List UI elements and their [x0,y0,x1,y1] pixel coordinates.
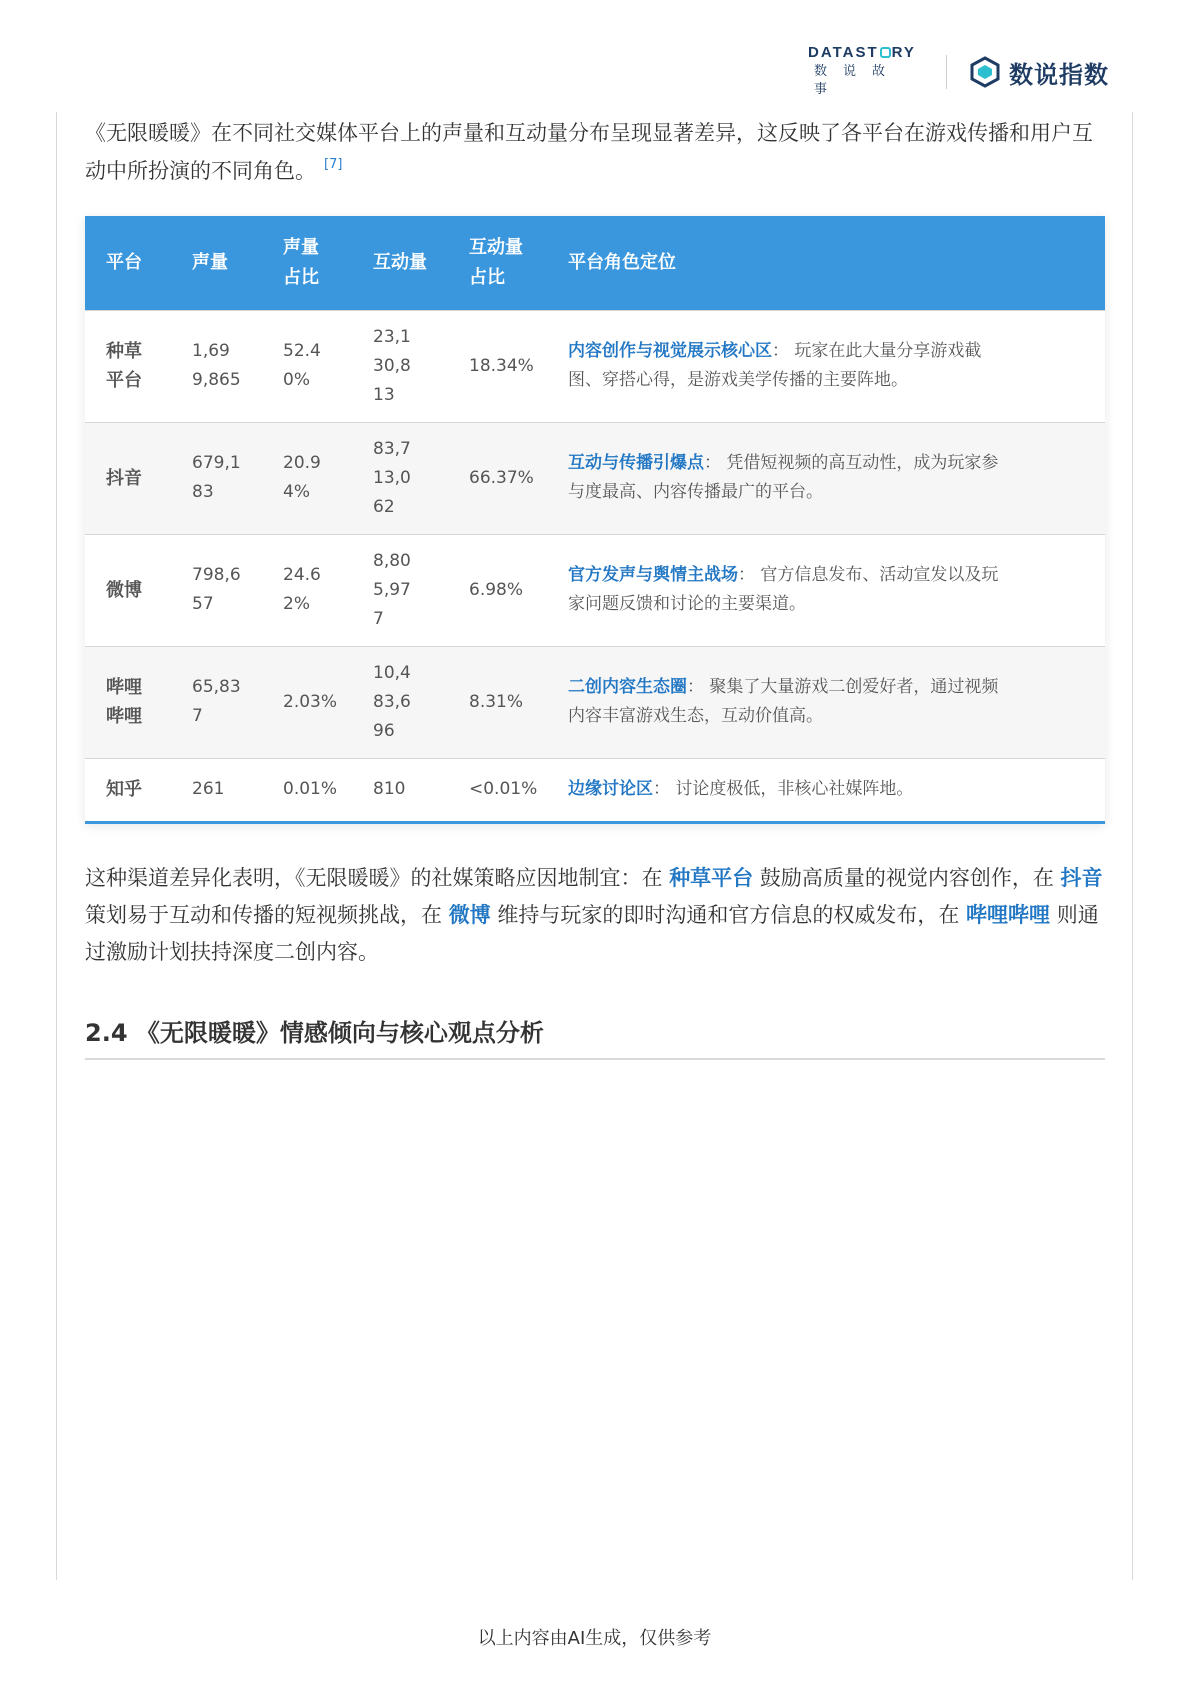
table-row [85,422,1105,534]
col-header-interaction-share: 互动量占比 [469,236,523,288]
shuoshuo-index-logo [969,55,1109,90]
col-header-platform: 平台 [106,251,142,273]
role-title: 官方发声与舆情主战场 [568,565,738,585]
keyword-bilibili: 哔哩哔哩 [966,902,1051,927]
volume-share-cell: 2.03% [283,691,338,712]
role-cell: 二创内容生态圈： 聚集了大量游戏二创爱好者，通过视频内容丰富游戏生态，互动价值高。 [568,677,999,726]
role-description: 讨论度极低，非核心社媒阵地。 [675,779,914,799]
role-description: 官方信息发布、活动宣发以及玩家问题反馈和讨论的主要渠道。 [568,565,999,614]
datastory-logo-wordmark: DATAST RY [808,44,916,61]
datastory-logo-subtitle: 数说故事 [814,64,902,97]
interaction-share-cell: 8.31% [469,691,524,712]
header [800,44,1109,97]
role-title: 边缘讨论区 [568,779,653,799]
volume-share-cell: 52.40% [283,341,321,390]
platform-cell: 种草平台 [106,341,142,391]
role-cell: 官方发声与舆情主战场： 官方信息发布、活动宣发以及玩家问题反馈和讨论的主要渠道。 [568,565,999,614]
volume-share-cell: 0.01% [283,779,338,799]
keyword-weibo: 微博 [448,902,491,927]
role-title: 互动与传播引爆点 [568,453,704,473]
platform-cell: 抖音 [106,467,142,489]
interaction-cell: 810 [373,779,406,799]
section-heading: 2.4 《无限暖暖》情感倾向与核心观点分析 [85,1013,1105,1060]
table-row [85,758,1105,822]
role-cell: 边缘讨论区： 讨论度极低，非核心社媒阵地。 [568,779,914,799]
intro-text: 《无限暖暖》在不同社交媒体平台上的声量和互动量分布呈现显著差异，这反映了各平台在游戏传播和用户互动中所扮演的不同角色。 [85,121,1093,183]
interaction-share-cell: <0.01% [469,779,538,799]
volume-cell: 261 [192,779,225,799]
volume-cell: 679,183 [192,453,241,502]
shuoshuo-index-name: 数说指数 [1009,60,1109,89]
hexagon-logo-icon [969,56,1001,88]
interaction-cell: 10,483,696 [373,662,411,741]
interaction-cell: 83,713,062 [373,438,411,517]
volume-cell: 65,837 [192,677,241,726]
role-title: 二创内容生态圈 [568,677,687,697]
platform-cell: 知乎 [106,779,142,800]
col-header-volume: 声量 [192,251,228,273]
interaction-cell: 8,805,977 [373,550,411,629]
col-header-role: 平台角色定位 [568,251,676,273]
volume-share-cell: 20.94% [283,453,321,502]
col-header-volume-share: 声量占比 [283,236,319,288]
keyword-zhongcao: 种草平台 [669,865,754,890]
analysis-paragraph: 这种渠道差异化表明，《无限暖暖》的社媒策略应因地制宜：在 种草平台 鼓励高质量的视觉内容创作，在 抖音 策划易于互动和传播的短视频挑战，在 微博 维持与玩家的即时沟通和官方信息的权威发布，在 哔哩哔哩 则通过激励计划扶持深度二创内容。 [85,865,1103,964]
main-content [85,114,1105,1060]
table-header-row [85,216,1105,310]
table-row [85,310,1105,422]
role-description: 凭借短视频的高互动性，成为玩家参与度最高、内容传播最广的平台。 [568,453,999,502]
platform-table [85,216,1105,824]
ai-disclaimer-footer: 以上内容由AI生成，仅供参考 [477,1628,712,1649]
keyword-douyin: 抖音 [1060,865,1103,890]
platform-cell: 微博 [106,579,142,601]
role-title: 内容创作与视觉展示核心区 [568,341,772,361]
role-description: 聚集了大量游戏二创爱好者，通过视频内容丰富游戏生态，互动价值高。 [568,677,999,726]
volume-share-cell: 24.62% [283,565,321,614]
table-row [85,534,1105,646]
intro-paragraph [85,114,1105,190]
table-row [85,646,1105,758]
interaction-cell: 23,130,813 [373,326,411,405]
role-cell: 互动与传播引爆点： 凭借短视频的高互动性，成为玩家参与度最高、内容传播最广的平台。 [568,453,999,502]
role-description: 玩家在此大量分享游戏截图、穿搭心得，是游戏美学传播的主要阵地。 [568,341,982,390]
citation-link[interactable]: [7] [324,157,343,172]
col-header-interaction: 互动量 [373,251,427,273]
interaction-share-cell: 6.98% [469,579,524,600]
datastory-logo [800,45,924,99]
volume-cell: 798,657 [192,565,241,614]
platform-cell: 哔哩哔哩 [106,677,142,727]
header-divider [946,55,947,89]
interaction-share-cell: 66.37% [469,467,534,488]
volume-cell: 1,699,865 [192,341,241,390]
interaction-share-cell: 18.34% [469,355,534,376]
role-cell: 内容创作与视觉展示核心区： 玩家在此大量分享游戏截图、穿搭心得，是游戏美学传播的主要阵地。 [568,341,982,390]
